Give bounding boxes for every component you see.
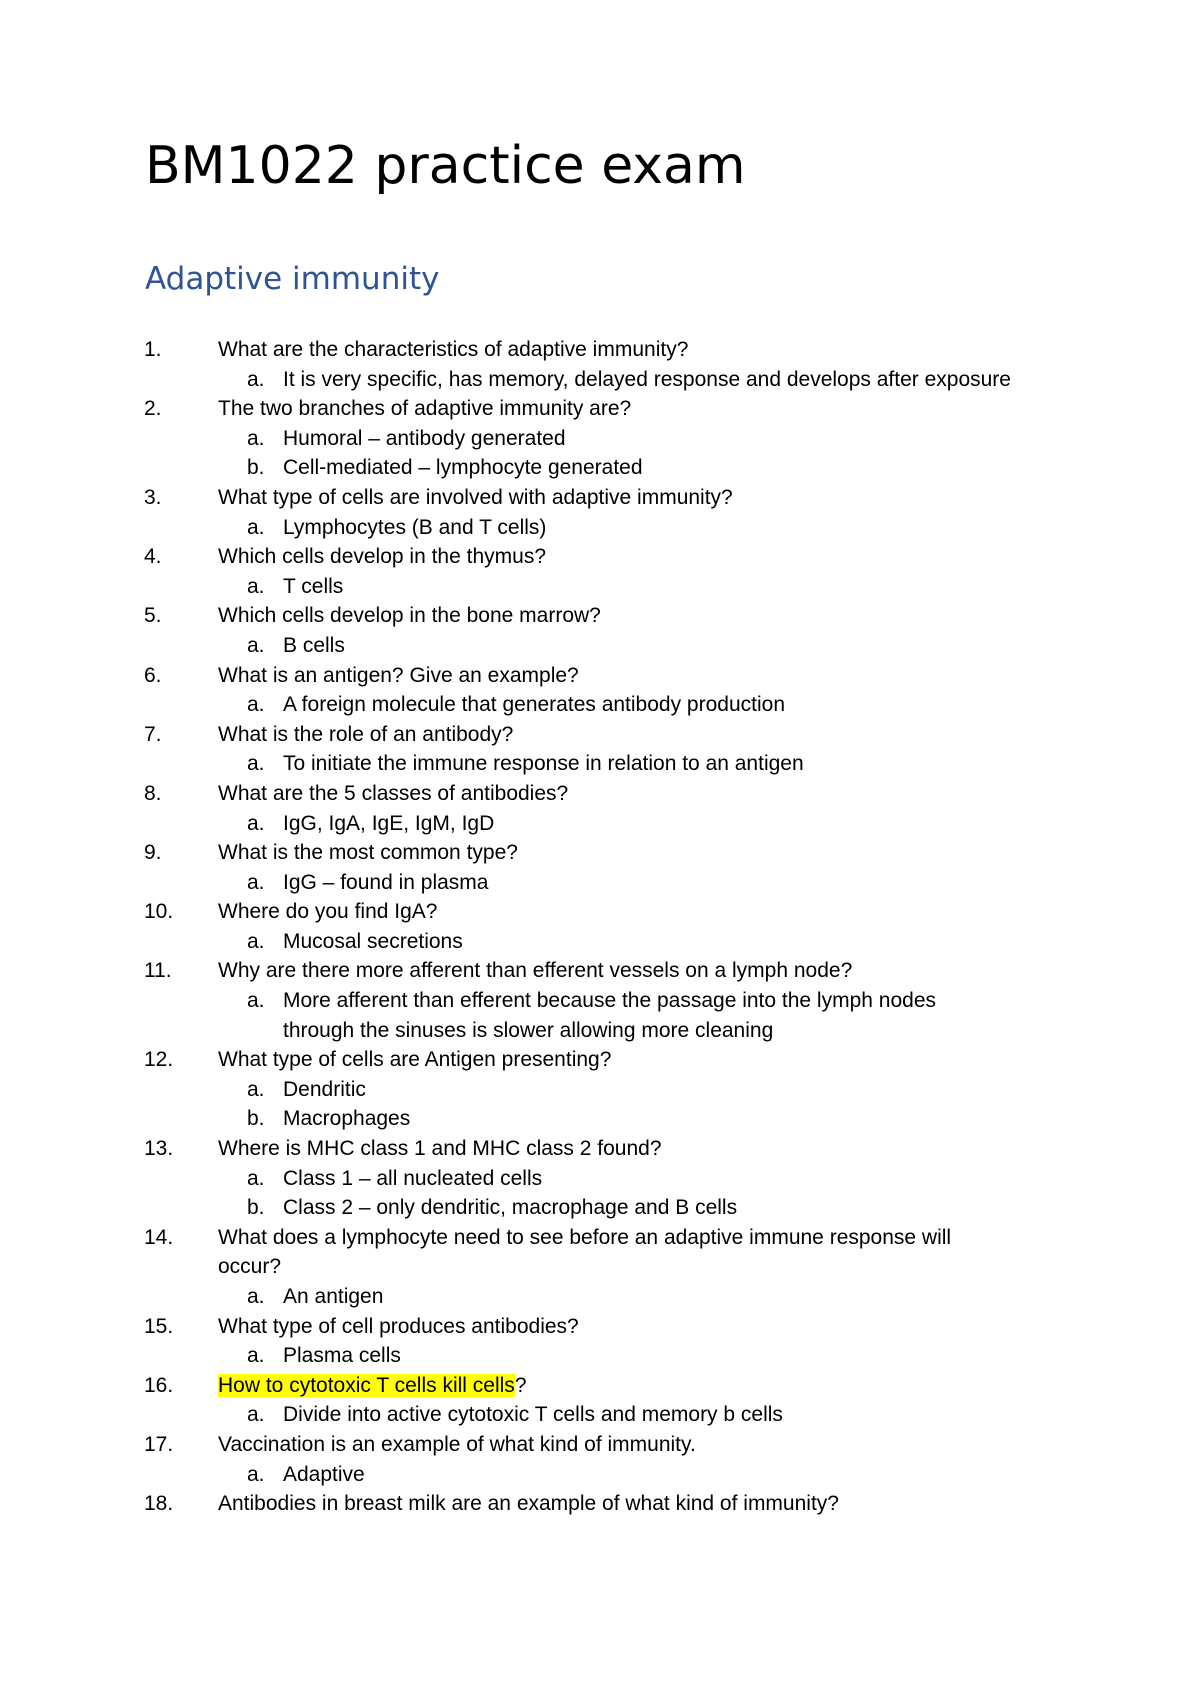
answer-text: Dendritic xyxy=(283,1077,366,1101)
question-text: What type of cells are Antigen presenting? xyxy=(218,1048,612,1072)
answer-list xyxy=(0,690,1200,720)
answer-letter: a. xyxy=(247,752,265,776)
question-item xyxy=(0,394,1200,483)
question-text: What are the 5 classes of antibodies? xyxy=(218,781,569,805)
question-number: 3. xyxy=(144,485,162,509)
question-item xyxy=(0,1223,1200,1312)
question-number: 13. xyxy=(144,1137,174,1161)
answer-item xyxy=(0,572,1200,602)
question-item xyxy=(0,1430,1200,1489)
answer-letter: a. xyxy=(247,693,265,717)
answer-list xyxy=(0,513,1200,543)
answer-letter: a. xyxy=(247,811,265,835)
answer-item xyxy=(0,1282,1200,1312)
answer-list xyxy=(0,927,1200,957)
answer-item xyxy=(0,365,1200,395)
answer-text: B cells xyxy=(283,633,345,657)
question-item xyxy=(0,1134,1200,1223)
question-item xyxy=(0,956,1200,1045)
answer-list xyxy=(0,1075,1200,1134)
answer-list xyxy=(0,1460,1200,1490)
answer-letter: b. xyxy=(247,1196,265,1220)
question-item xyxy=(0,779,1200,838)
answer-item xyxy=(0,1193,1200,1223)
question-item xyxy=(0,1045,1200,1134)
question-item xyxy=(0,542,1200,601)
answer-item xyxy=(0,690,1200,720)
question-number: 18. xyxy=(144,1492,174,1516)
answer-letter: a. xyxy=(247,574,265,598)
answer-letter: a. xyxy=(247,1077,265,1101)
question-item xyxy=(0,483,1200,542)
answer-text: More afferent than efferent because the passage into the lymph nodes through the sinuses is slower allowing more cleaning xyxy=(283,989,936,1042)
question-number: 9. xyxy=(144,841,162,865)
question-text: What is the role of an antibody? xyxy=(218,722,514,746)
question-text: Which cells develop in the thymus? xyxy=(218,545,546,569)
answer-list xyxy=(0,986,1200,1045)
question-number: 17. xyxy=(144,1432,174,1456)
question-number: 11. xyxy=(144,959,172,983)
answer-item xyxy=(0,1341,1200,1371)
answer-item xyxy=(0,1400,1200,1430)
question-item xyxy=(0,897,1200,956)
answer-letter: a. xyxy=(247,1344,265,1368)
question-text: Where do you find IgA? xyxy=(218,900,438,924)
answer-item xyxy=(0,631,1200,661)
question-number: 5. xyxy=(144,604,162,628)
answer-text: Adaptive xyxy=(283,1462,365,1486)
question-item xyxy=(0,1312,1200,1371)
question-text: Which cells develop in the bone marrow? xyxy=(218,604,601,628)
question-number: 4. xyxy=(144,545,162,569)
question-list xyxy=(0,335,1200,1519)
question-number: 12. xyxy=(144,1048,174,1072)
answer-text: IgG, IgA, IgE, IgM, IgD xyxy=(283,811,495,835)
answer-text: Lymphocytes (B and T cells) xyxy=(283,515,547,539)
answer-list xyxy=(0,1164,1200,1223)
question-text: Vaccination is an example of what kind of immunity. xyxy=(218,1432,696,1456)
answer-list xyxy=(0,868,1200,898)
answer-item xyxy=(0,1460,1200,1490)
answer-letter: b. xyxy=(247,1107,265,1131)
answer-text: A foreign molecule that generates antibody production xyxy=(283,693,786,717)
answer-text: Macrophages xyxy=(283,1107,411,1131)
answer-letter: a. xyxy=(247,870,265,894)
document-title: BM1022 practice exam xyxy=(145,136,746,196)
answer-letter: a. xyxy=(247,929,265,953)
answer-text: Plasma cells xyxy=(283,1344,401,1368)
answer-item xyxy=(0,749,1200,779)
answer-text: Mucosal secretions xyxy=(283,929,463,953)
answer-list xyxy=(0,809,1200,839)
answer-list xyxy=(0,1282,1200,1312)
answer-text: To initiate the immune response in relation to an antigen xyxy=(283,752,804,776)
answer-item xyxy=(0,927,1200,957)
question-text: Where is MHC class 1 and MHC class 2 found? xyxy=(218,1137,662,1161)
section-heading: Adaptive immunity xyxy=(145,261,440,297)
answer-list xyxy=(0,749,1200,779)
answer-letter: a. xyxy=(247,1166,265,1190)
answer-letter: a. xyxy=(247,1403,265,1427)
answer-item xyxy=(0,513,1200,543)
question-text: What is an antigen? Give an example? xyxy=(218,663,579,687)
answer-item xyxy=(0,453,1200,483)
answer-list xyxy=(0,1341,1200,1371)
answer-letter: a. xyxy=(247,426,265,450)
answer-item xyxy=(0,1075,1200,1105)
answer-text: An antigen xyxy=(283,1285,384,1308)
answer-letter: b. xyxy=(247,456,265,480)
answer-text: Cell-mediated – lymphocyte generated xyxy=(283,456,643,480)
answer-text: Class 1 – all nucleated cells xyxy=(283,1166,543,1190)
answer-list xyxy=(0,1400,1200,1430)
question-item xyxy=(0,335,1200,394)
answer-list xyxy=(0,572,1200,602)
question-item xyxy=(0,838,1200,897)
question-item xyxy=(0,1489,1200,1519)
answer-list xyxy=(0,365,1200,395)
question-number: 8. xyxy=(144,781,162,805)
answer-text: It is very specific, has memory, delayed response and develops after exposure xyxy=(283,367,1011,391)
question-text: What does a lymphocyte need to see before an adaptive immune response will occur? xyxy=(218,1225,952,1279)
question-text: What type of cell produces antibodies? xyxy=(218,1314,579,1338)
question-number: 15. xyxy=(144,1314,174,1338)
answer-letter: a. xyxy=(247,1462,265,1486)
question-text: The two branches of adaptive immunity are? xyxy=(218,397,632,421)
question-text: What are the characteristics of adaptive immunity? xyxy=(218,338,689,361)
highlighted-text: How to cytotoxic T cells kill cells xyxy=(218,1373,515,1397)
answer-item xyxy=(0,1164,1200,1194)
answer-text: Humoral – antibody generated xyxy=(283,426,566,450)
question-number: 7. xyxy=(144,722,162,746)
answer-letter: a. xyxy=(247,367,265,391)
question-item xyxy=(0,661,1200,720)
answer-item xyxy=(0,424,1200,454)
question-text: What type of cells are involved with adaptive immunity? xyxy=(218,485,733,509)
question-item xyxy=(0,1371,1200,1430)
answer-text: Class 2 – only dendritic, macrophage and B cells xyxy=(283,1196,738,1220)
answer-text: Divide into active cytotoxic T cells and memory b cells xyxy=(283,1403,783,1427)
question-item xyxy=(0,720,1200,779)
question-item xyxy=(0,601,1200,660)
answer-item xyxy=(0,809,1200,839)
question-text: Antibodies in breast milk are an example of what kind of immunity? xyxy=(218,1492,839,1516)
answer-item xyxy=(0,868,1200,898)
question-text-rest: ? xyxy=(514,1373,527,1397)
answer-letter: a. xyxy=(247,1285,265,1308)
question-text: Why are there more afferent than efferent vessels on a lymph node? xyxy=(218,959,853,983)
question-text: What is the most common type? xyxy=(218,841,518,865)
question-number: 6. xyxy=(144,663,162,687)
answer-text: T cells xyxy=(283,574,344,598)
question-number: 10. xyxy=(144,900,174,924)
answer-text: IgG – found in plasma xyxy=(283,870,489,894)
question-number: 16. xyxy=(144,1373,174,1397)
answer-list xyxy=(0,424,1200,483)
question-number: 1. xyxy=(144,338,162,361)
answer-letter: a. xyxy=(247,515,265,539)
answer-letter: a. xyxy=(247,989,265,1013)
answer-item xyxy=(0,1104,1200,1134)
answer-letter: a. xyxy=(247,633,265,657)
answer-item xyxy=(0,986,1200,1045)
question-number: 14. xyxy=(144,1225,174,1249)
answer-list xyxy=(0,631,1200,661)
question-text xyxy=(218,1371,1018,1401)
question-number: 2. xyxy=(144,397,162,421)
